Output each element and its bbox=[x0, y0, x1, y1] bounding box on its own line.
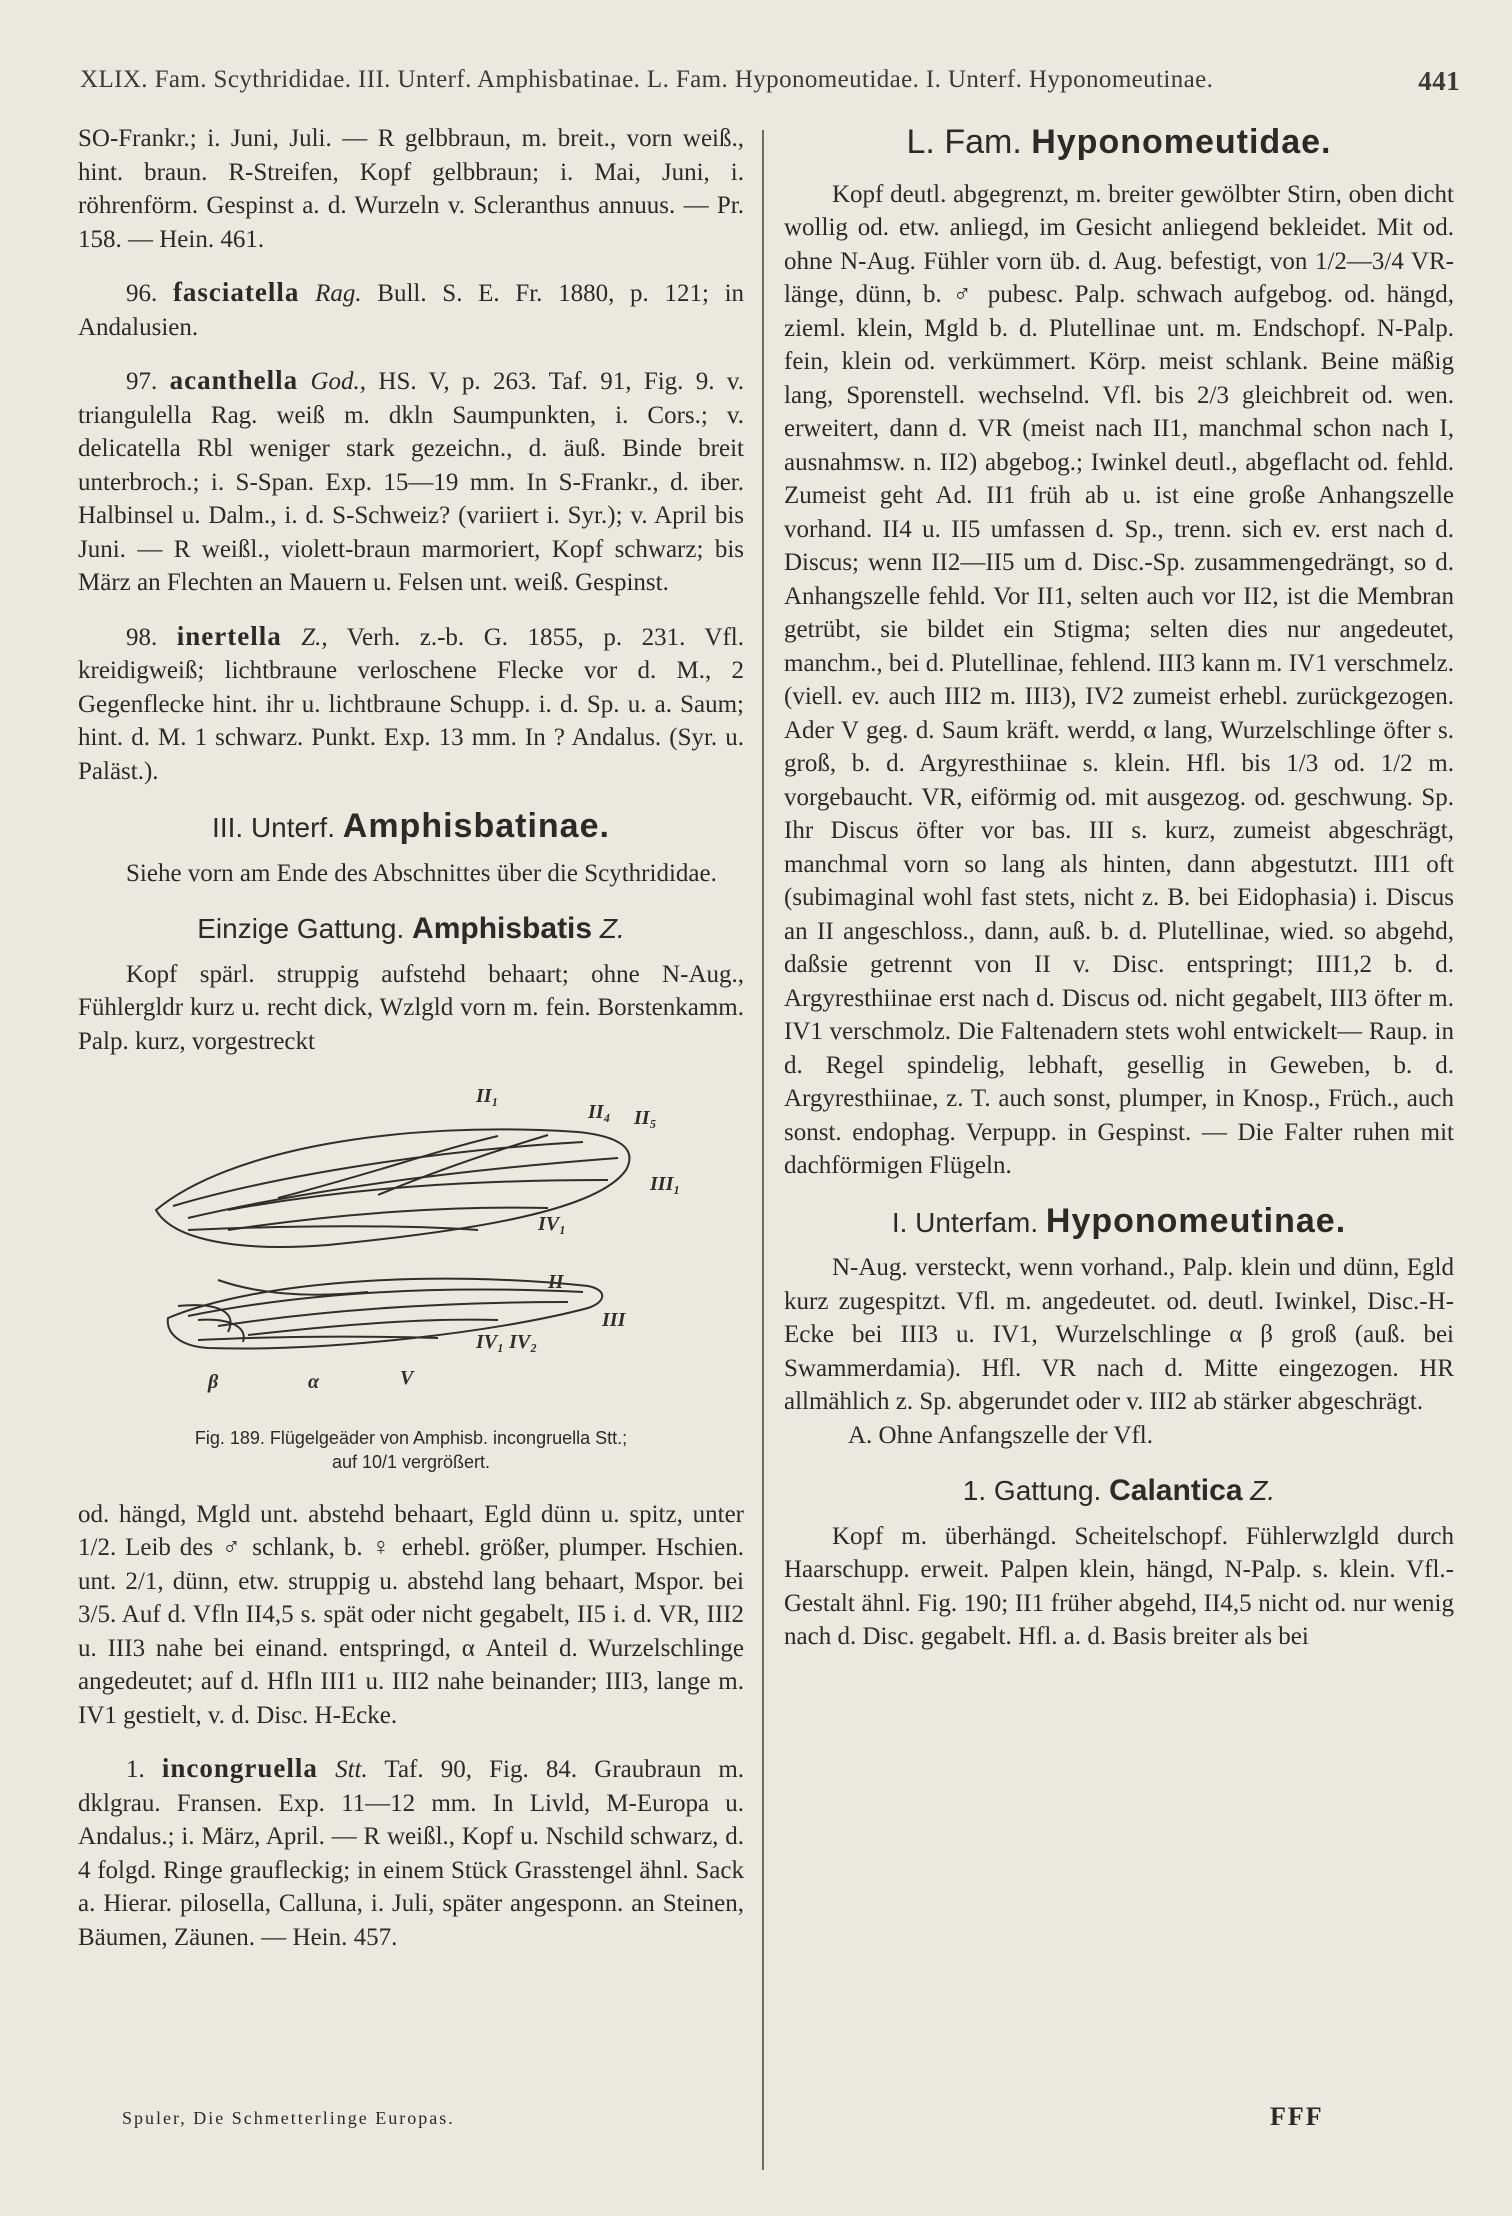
signature-mark: FFF bbox=[1270, 2102, 1324, 2131]
column-divider bbox=[762, 130, 764, 2170]
subfamily-description: N-Aug. versteckt, wenn vorhand., Palp. klein und dünn, Egld kurz zugespitzt. Vfl. m. angedeutet. od. deutl. Iwinkel, Disc.-H-Ecke bei III3 u. IV1, Wurzelschlinge α β groß (auß. bei Swammerdamia). Hfl. VR nach d. Mitte eingezogen. HR allmählich z. Sp. abgerundet oder v. III2 ab stärker abgeschrägt. bbox=[784, 1254, 1454, 1415]
species-entry-97: 97. acanthella God., HS. V, p. 263. Taf. 91, Fig. 9. v. triangulella Rag. weiß m. dkln Saumpunkten, i. Cors.; v. delicatella Rbl weniger stark gezeichn., d. äuß. Binde breit unterbroch.; i. S-Span. Exp. 15—19 mm. In S-Frankr., d. iber. Halbinsel u. Dalm., i. d. S-Schweiz? (variiert i. Syr.); v. April bis Juni. — R weißl., violett-braun marmoriert, Kopf schwarz; bis März an Flechten an Mauern u. Felsen unt. weiß. Gespinst. bbox=[78, 365, 745, 596]
label-IV: IV₁ IV₂ bbox=[476, 1331, 538, 1353]
species-author: Stt. bbox=[335, 1756, 368, 1783]
label-III1: III₁ bbox=[650, 1173, 681, 1195]
species-author: God., bbox=[310, 368, 367, 395]
genus-description-calantica: Kopf m. überhängd. Scheitelschopf. Fühlerwzlgld durch Haarschupp. erweit. Palpen klein, hängd, N-Palp. s. klein. Vfl.-Gestalt ähnl. Fig. 190; II1 früher abgehd, II4,5 nicht od. nur wenig nach d. Disc. gegabelt. Hfl. a. d. Basis breiter als bei bbox=[784, 1522, 1454, 1650]
family-heading-hyponomeutidae: L. Fam. Hyponomeutidae. bbox=[906, 123, 1332, 161]
running-header-text: XLIX. Fam. Scythrididae. III. Unterf. Amphisbatinae. L. Fam. Hyponomeutidae. I. Unterf. Hyponomeutinae. bbox=[80, 66, 1214, 93]
species-author: Rag. bbox=[315, 280, 362, 307]
label-II1: II₁ bbox=[476, 1085, 499, 1107]
species-name: inertella bbox=[176, 620, 282, 651]
key-item-a: A. Ohne Anfangszelle der Vfl. bbox=[848, 1421, 1154, 1449]
footer-source: Spuler, Die Schmetterlinge Europas. bbox=[122, 2108, 455, 2128]
genus-description-continued: od. hängd, Mgld unt. abstehd behaart, Egld dünn u. spitz, unter 1/2. Leib des ♂ schlank, b. ♀ erhebl. größer, plumper. Hschien. unt. 2/1, dünn, etw. struppig u. abstehd lang behaart, Mspor. bei 3/5. Auf d. Vfln II4,5 s. spät oder nicht gegabelt, II5 i. d. VR, III2 u. III3 nahe bei einand. entspringd, α Anteil d. Wurzelschlinge angedeutet; auf d. Hfln III1 u. III2 nahe beinander; III3, lange m. IV1 gestielt, v. d. Disc. H-Ecke. bbox=[78, 1500, 744, 1729]
figure-caption-line1: Fig. 189. Flügelgeäder von Amphisb. incongruella Stt.; bbox=[194, 1427, 628, 1448]
label-II4: II₄ bbox=[588, 1101, 611, 1123]
subfamily-heading-amphisbatinae: III. Unterf. Amphisbatinae. bbox=[212, 807, 610, 845]
wing-venation-drawing bbox=[78, 1080, 744, 1410]
subfamily-heading-hyponomeutinae: I. Unterfam. Hyponomeutinae. bbox=[891, 1201, 1347, 1240]
wing-venation-figure bbox=[78, 1080, 744, 1420]
species-entry-1: 1. incongruella Stt. Taf. 90, Fig. 84. Graubraun m. dklgrau. Fransen. Exp. 11—12 mm. In Livld, M-Europa u. Andalus.; i. März, April. — R weißl., Kopf u. Nschild schwarz, d. 4 folgd. Ringe graufleckig; in einem Stück Grasstengel ähnl. Sack a. Hierar. pilosella, Calluna, i. Juli, später angesponn. an Steinen, Bäumen, Zäunen. — Hein. 457. bbox=[78, 1753, 745, 1951]
species-name: fasciatella bbox=[172, 277, 300, 307]
left-column bbox=[78, 122, 744, 1954]
genus-heading-amphisbatis: Einzige Gattung. Amphisbatis Z. bbox=[197, 912, 625, 945]
figure-caption bbox=[78, 1426, 744, 1474]
running-header bbox=[80, 66, 1460, 94]
species-entry-98: 98. inertella Z., Verh. z.-b. G. 1855, p. 231. Vfl. kreidigweiß; lichtbraune verloschene Flecke vor d. M., 2 Gegenflecke hint. ihr u. lichtbraune Schupp. i. d. Sp. u. a. Saum; hint. d. M. 1 schwarz. Punkt. Exp. 13 mm. In ? Andalus. (Syr. u. Paläst.). bbox=[78, 620, 744, 785]
figure-caption-line2: auf 10/1 vergrößert. bbox=[331, 1451, 491, 1472]
species-name: incongruella bbox=[161, 1753, 318, 1783]
label-alpha: α bbox=[308, 1371, 320, 1393]
label-IV1: IV₁ bbox=[538, 1213, 567, 1235]
label-II: II bbox=[548, 1271, 564, 1293]
right-column bbox=[784, 122, 1454, 1654]
genus-heading-calantica: 1. Gattung. Calantica Z. bbox=[962, 1474, 1276, 1507]
family-description: Kopf deutl. abgegrenzt, m. breiter gewölbter Stirn, oben dicht wollig od. etw. anliegd, im Gesicht anliegend bekleidet. Mit od. ohne N-Aug. Fühler vorn üb. d. Aug. befestigt, von 1/2—3/4 VR-länge, dünn, b. ♂ pubesc. Palp. schwach aufgebog. od. hängd, zieml. klein, Mgld b. d. Plutellinae unt. m. Endschopf. N-Palp. fein, klein od. verkümmert. Körp. meist schlank. Beine mäßig lang, Sporenstell. wechselnd. Vfl. bis 2/3 gleichbreit od. wen. erweitert, dann d. VR (meist nach II1, manchmal schon nach I, ausnahmsw. n. II2) abgebog.; Iwinkel deutl., abgeflacht od. fehld. Zumeist geht Ad. II1 früh ab u. ist eine große Anhangszelle vorhand. II4 u. II5 umfassen d. Sp., trenn. sich ev. erst nach d. Discus; wenn II2—II5 um d. Disc.-Sp. zusammengedrängt, so d. Anhangszelle fehld. Vor II1, selten auch vor II2, ist die Membran getrübt, sie bildet ein Stigma; selten dies nur angedeutet, manchm., bei d. Plutellinae, fehlend. III3 kann m. IV1 verschmelz. (viell. ev. auch III2 m. III3), IV2 zumeist erhebl. zurückgezogen. Ader V geg. d. Saum kräft. werdd, α lang, Wurzelschlinge öfter s. groß, b. d. Argyresthiinae s. klein. Hfl. bis 1/3 od. 1/2 m. vorgebaucht. VR, eiförmig od. mit ausgezog. od. geschwung. Sp. Ihr Discus öfter vor bas. III s. kurz, zumeist abgeschrägt, manchmal vorn so lang als hinten, dann abgestutzt. III1 oft (subimaginal wohl fast stets, nicht z. B. bei Eidophasia) i. Discus an II angeschloss., dann, auß. b. d. Plutellinae, wied. so abgehd, daßsie getrennt von II v. Disc. entspringt; III1,2 b. d. Argyresthiinae erst nach d. Discus od. nicht gegabelt, III3 öfter m. IV1 verschmolz. Die Faltenadern stets wohl entwickelt— Raup. in d. Regel spindelig, lebhaft, gesellig in Geweben, b. d. Argyresthiinae, z. T. auch sonst, plumper, in Knosp., Früch., auch sonst. endophag. Verpupp. in Gespinst. — Die Falter ruhen mit dachförmigen Flügeln. bbox=[784, 180, 1454, 1179]
subfamily-note: Siehe vorn am Ende des Abschnittes über die Scythrididae. bbox=[126, 859, 717, 887]
label-beta: β bbox=[208, 1371, 219, 1393]
species-entry-96: 96. fasciatella Rag. Bull. S. E. Fr. 1880, p. 121; in Andalusien. bbox=[78, 277, 745, 341]
species-author: Z., bbox=[301, 623, 328, 651]
page-number: 441 bbox=[1418, 66, 1460, 96]
paragraph-continuation: SO-Frankr.; i. Juni, Juli. — R gelbbraun, m. breit., vorn weiß., hint. braun. R-Streifen, Kopf gelbbraun; i. Mai, Juni, i. röhrenförm. Gespinst a. d. Wurzeln v. Scleranthus annuus. — Pr. 158. — Hein. 461. bbox=[78, 125, 744, 253]
label-III: III bbox=[602, 1309, 626, 1331]
label-V: V bbox=[400, 1367, 414, 1389]
label-II5: II₅ bbox=[634, 1107, 657, 1129]
genus-description: Kopf spärl. struppig aufstehd behaart; ohne N-Aug., Fühlergldr kurz u. recht dick, Wzlgld vorn m. fein. Borstenkamm. Palp. kurz, vorgestreckt bbox=[78, 960, 744, 1055]
species-name: acanthella bbox=[169, 365, 299, 395]
